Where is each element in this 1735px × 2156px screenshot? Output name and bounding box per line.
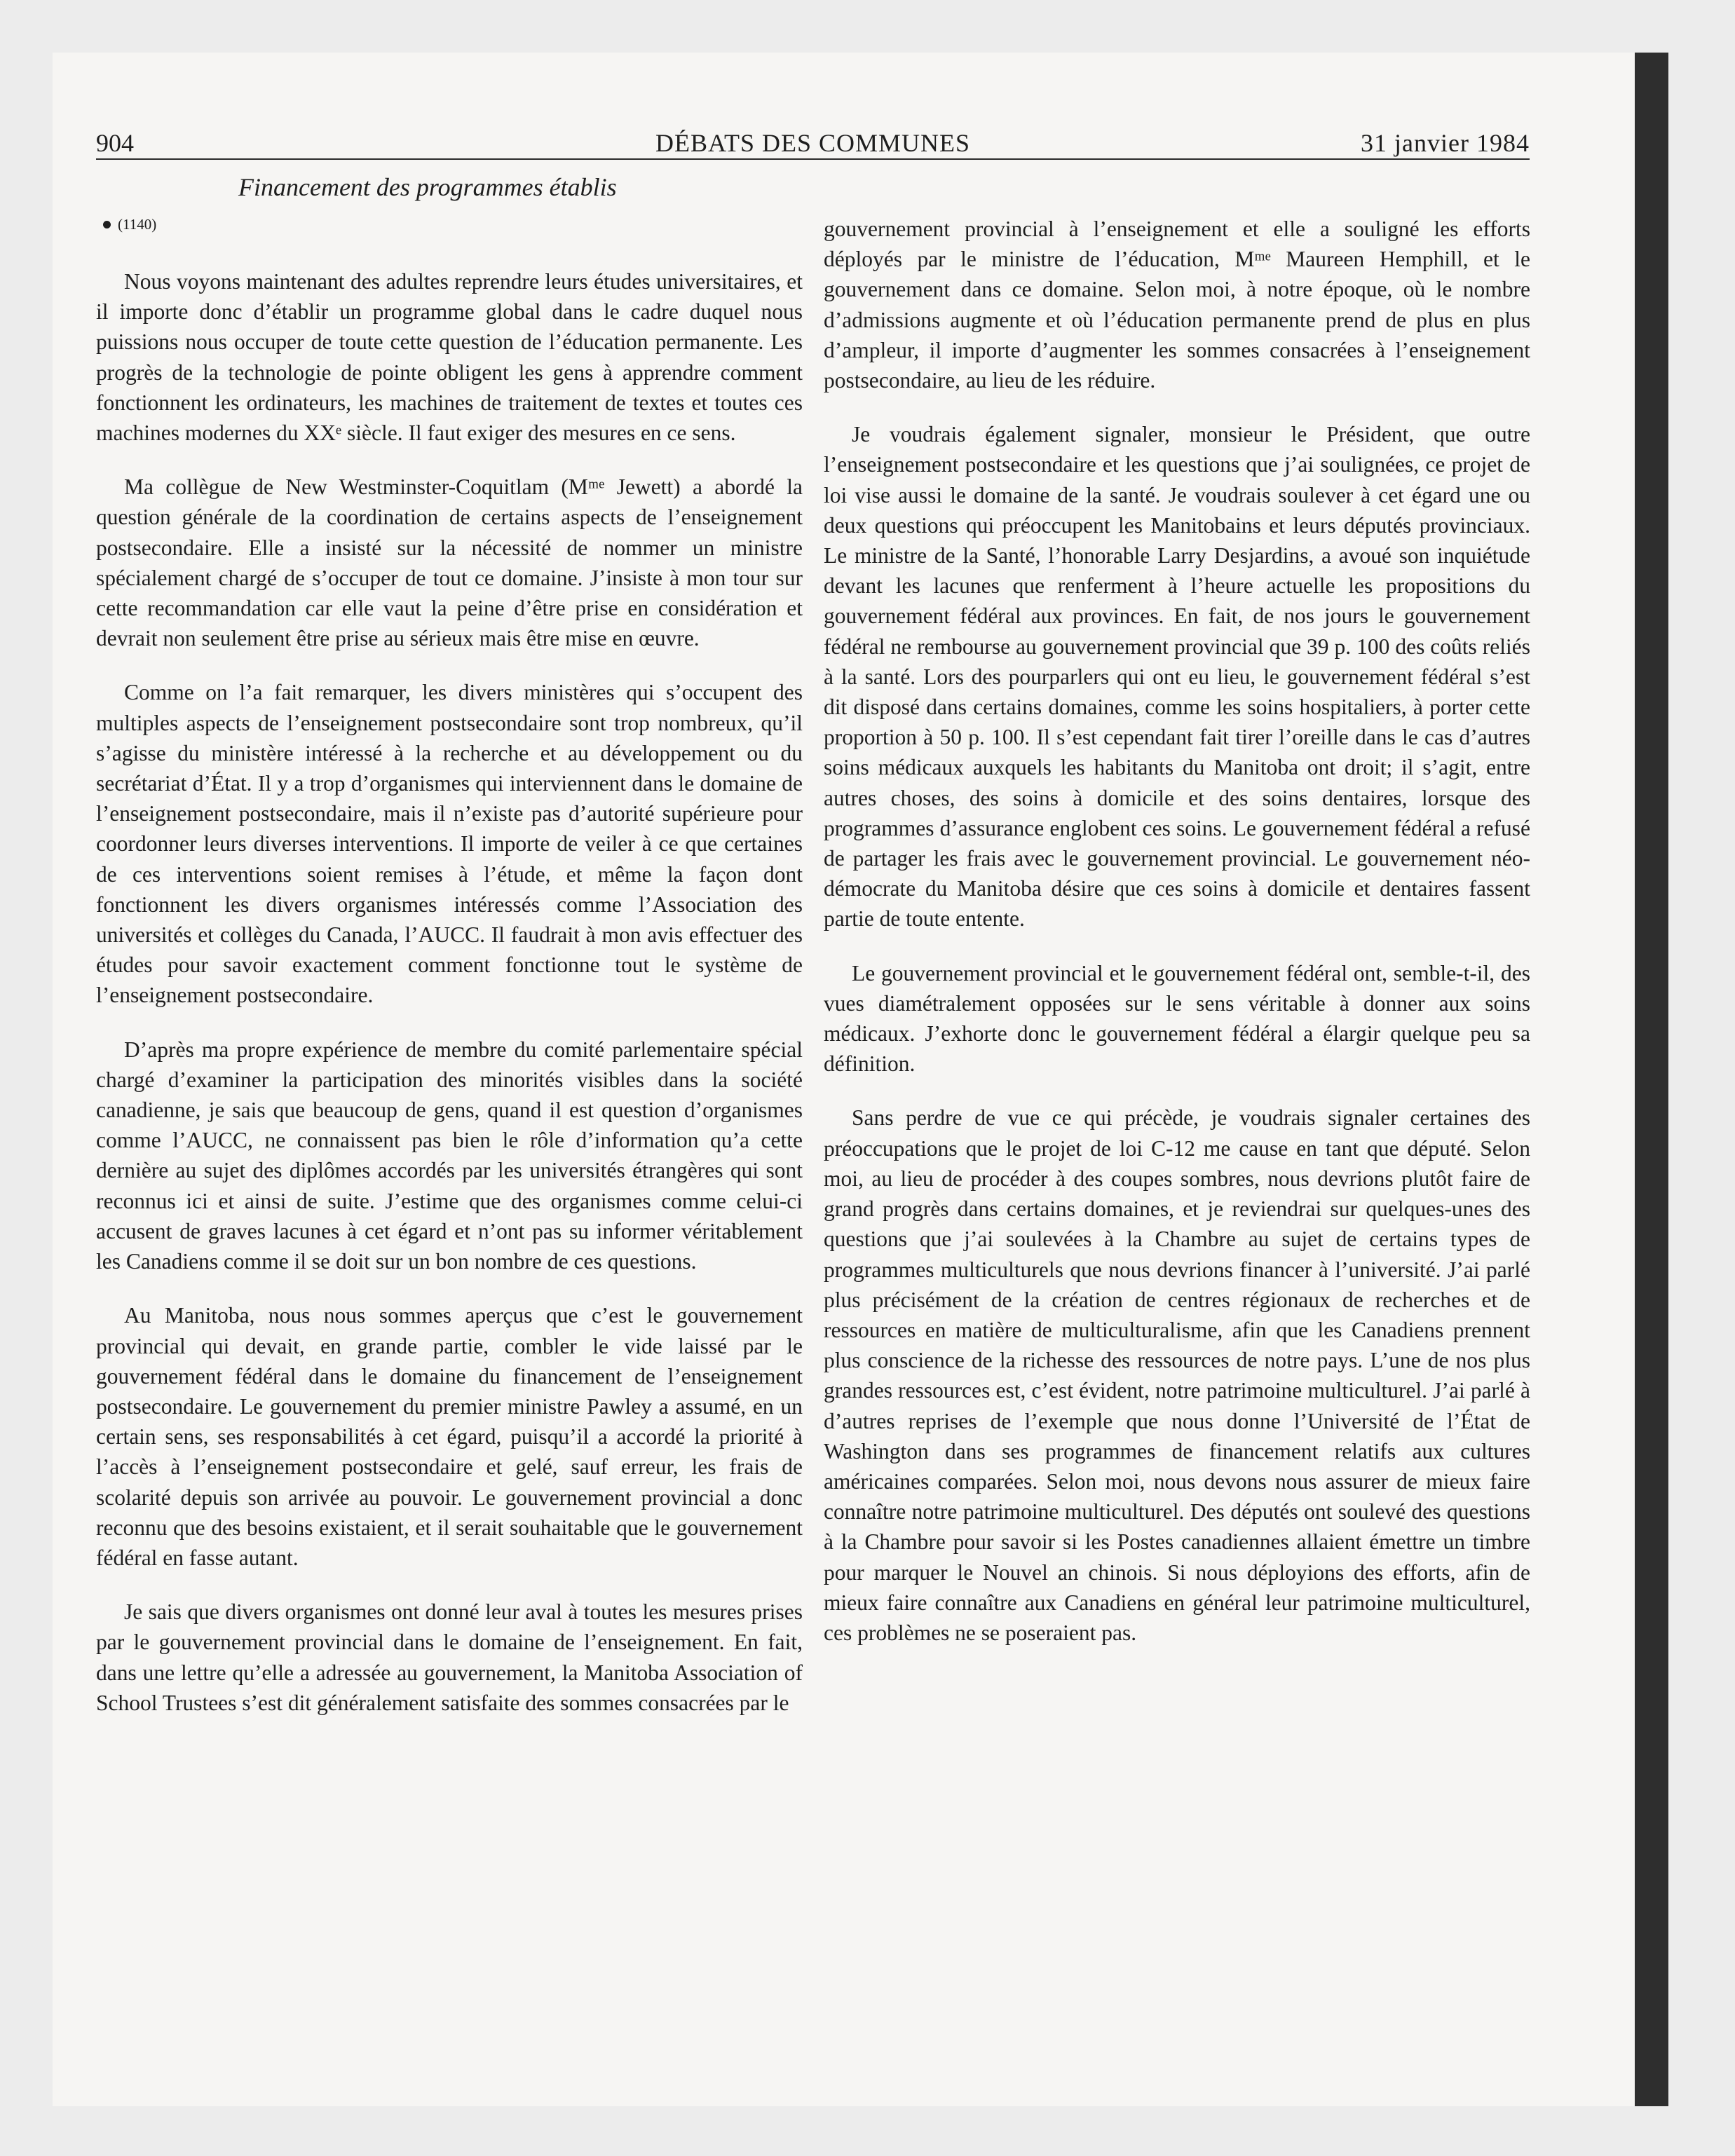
- page-number: 904: [96, 129, 134, 157]
- paragraph-continuation: gouvernement provincial à l’enseignement et elle a souligné les efforts déployés par le ministre de l’éducation, Mᵐᵉ Maureen Hemphill, et le gouvernement dans ce domaine. Selon moi, à notre époque, où le nombre d’admissions augmente et où l’éducation permanente prend de plus en plus d’ampleur, il importe d’augmenter les sommes consacrées à l’enseignement postsecondaire, au lieu de les réduire.: [824, 217, 1530, 393]
- paragraph: Le gouvernement provincial et le gouvernement fédéral ont, semble-t-il, des vues diamétralement opposées sur le sens véritable à donner aux soins médicaux. J’exhorte donc le gouvernement fédéral a élargir quelque peu sa définition.: [824, 960, 1530, 1077]
- page-header: [96, 118, 1530, 160]
- bullet-icon: [103, 221, 111, 228]
- paragraph: D’après ma propre expérience de membre du comité parlementaire spécial chargé d’examiner la participation des minorités visibles dans la société canadienne, je sais que beaucoup de gens, quand il est question d’organismes comme l’AUCC, ne connaissent pas bien le rôle d’information qu’a cette dernière au sujet des diplômes accordés par les universités étrangères qui sont reconnus ici et ainsi de suite. J’estime que des organismes comme celui-ci accusent de graves lacunes à cet égard et n’ont pas su informer véritablement les Canadiens comme il se doit sur un bon nombre de ces questions.: [96, 1037, 803, 1274]
- scan-binding-edge: [1635, 53, 1668, 2106]
- time-marker-label: (1140): [118, 216, 157, 233]
- time-marker: [103, 214, 156, 235]
- header-date: 31 janvier 1984: [1361, 129, 1530, 157]
- right-column: [824, 214, 1530, 1672]
- paragraph: Sans perdre de vue ce qui précède, je voudrais signaler certaines des préoccupations que le projet de loi C-12 me cause en tant que député. Selon moi, au lieu de procéder à des coupes sombres, nous devrions plutôt faire de grand progrès dans certains domaines, et je reviendrai sur quelques-unes des questions que j’ai soulevées à la Chambre au sujet de certains types de programmes multiculturels que nous devrions financer à l’université. J’ai parlé plus précisément de la création de centres régionaux de recherches et de ressources en matière de multiculturalisme, afin que les Canadiens prennent plus conscience de la richesse des ressources de notre pays. L’une de nos plus grandes ressources est, c’est évident, notre patrimoine multiculturel. J’ai parlé à d’autres reprises de l’exemple que nous donne l’Université de l’État de Washington dans ses programmes de financement relatifs aux cultures américaines comparées. Selon moi, nous devons nous assurer de mieux faire connaître notre patrimoine multiculturel. Des députés ont soulevé des questions à la Chambre pour savoir si les Postes canadiennes allaient émettre un timbre pour marquer le Nouvel an chinois. Si nous déployions des efforts, afin de mieux faire connaître aux Canadiens en général leur patrimoine multiculturel, ces problèmes ne se poseraient pas.: [824, 1105, 1530, 1645]
- paragraph: Ma collègue de New Westminster-Coquitlam (Mᵐᵉ Jewett) a abordé la question générale de la coordination de certains aspects de l’enseignement postsecondaire. Elle a insisté sur la nécessité de nommer un ministre spécialement chargé de s’occuper de tout ce domaine. J’insiste à mon tour sur cette recommandation car elle vaut la peine d’être prise en considération et devrait non seulement être prise au sérieux mais être mise en œuvre.: [96, 475, 803, 651]
- paragraph: Comme on l’a fait remarquer, les divers ministères qui s’occupent des multiples aspects de l’enseignement postsecondaire sont trop nombreux, qu’il s’agisse du ministère intéressé à la recherche et au développement ou du secrétariat d’État. Il y a trop d’organismes qui interviennent dans le domaine de l’enseignement postsecondaire, mais il n’existe pas d’autorité supérieure pour coordonner leurs diverses interventions. Il importe de veiler à ce que certaines de ces interventions soient remises à l’étude, et même la façon dont fonctionnent les divers organismes intéressés comme l’Association des universités et collèges du Canada, l’AUCC. Il faudrait à mon avis effectuer des études pour savoir exactement comment fonctionne tout le système de l’enseignement postsecondaire.: [96, 680, 803, 1008]
- journal-title: DÉBATS DES COMMUNES: [655, 129, 971, 157]
- section-title: Financement des programmes établis: [238, 173, 617, 201]
- paragraph: Nous voyons maintenant des adultes reprendre leurs études universitaires, et il importe donc d’établir un programme global dans le cadre duquel nous puissions nous occuper de toute cette question de l’éducation permanente. Les progrès de la technologie de pointe obligent les gens à apprendre comment fonctionnent les ordinateurs, les machines de traitement de textes et toutes ces machines modernes du XXᵉ siècle. Il faut exiger des mesures en ce sens.: [96, 269, 803, 446]
- left-column: [96, 266, 803, 1742]
- paragraph: Au Manitoba, nous nous sommes aperçus que c’est le gouvernement provincial qui devait, en grande partie, combler le vide laissé par le gouvernement fédéral dans le domaine du financement de l’enseignement postsecondaire. Le gouvernement du premier ministre Pawley a assumé, en un certain sens, ses responsabilités à cet égard, puisqu’il a accordé la priorité à l’accès à l’enseignement postsecondaire et gelé, sauf erreur, les frais de scolarité depuis son arrivée au pouvoir. Le gouvernement provincial a donc reconnu que des besoins existaient, et il serait souhaitable que le gouvernement fédéral en fasse autant.: [96, 1303, 803, 1570]
- paragraph: Je voudrais également signaler, monsieur le Président, que outre l’enseignement postsecondaire et les questions que j’ai soulignées, ce projet de loi vise aussi le domaine de la santé. Je voudrais soulever à cet égard une ou deux questions qui préoccupent les Manitobains et leurs députés provinciaux. Le ministre de la Santé, l’honorable Larry Desjardins, a avoué son inquiétude devant les lacunes que renferment à l’heure actuelle les propositions du gouvernement fédéral aux provinces. En fait, de nos jours le gouvernement fédéral ne rembourse au gouvernement provincial que 39 p. 100 des coûts reliés à la santé. Lors des pourparlers qui ont eu lieu, le gouvernement fédéral s’est dit disposé dans certains domaines, comme les soins hospitaliers, à porter cette proportion à 50 p. 100. Il s’est cependant fait tirer l’oreille dans le cas d’autres soins médicaux auxquels les habitants du Manitoba ont droit; il s’agit, entre autres choses, des soins à domicile et des soins dentaires, lorsque des programmes d’assurance englobent ces soins. Le gouvernement fédéral a refusé de partager les frais avec le gouvernement provincial. Le gouvernement néo-démocrate du Manitoba désire que ces soins à domicile et dentaires fassent partie de toute entente.: [824, 422, 1530, 932]
- paragraph: Je sais que divers organismes ont donné leur aval à toutes les mesures prises par le gouvernement provincial dans le domaine de l’enseignement. En fait, dans une lettre qu’elle a adressée au gouvernement, la Manitoba Association of School Trustees s’est dit généralement satisfaite des sommes consacrées par le: [96, 1599, 803, 1715]
